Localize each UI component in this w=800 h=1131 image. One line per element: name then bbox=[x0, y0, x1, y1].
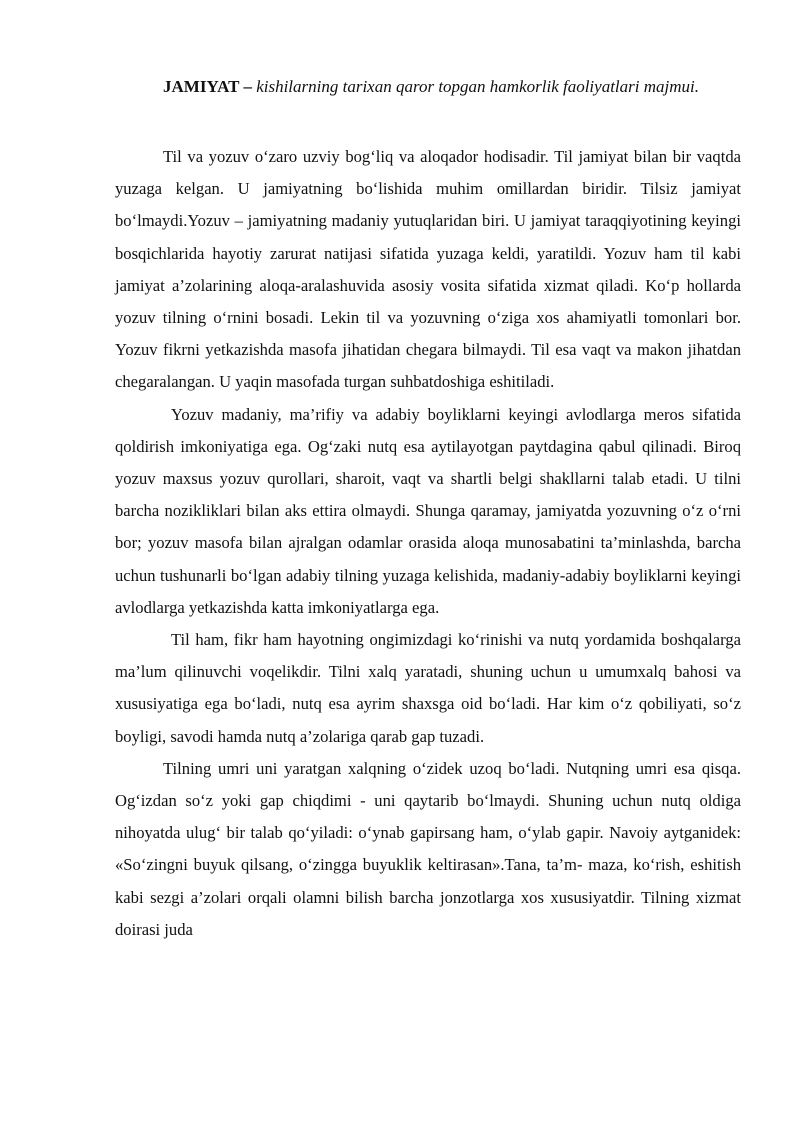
body-text bbox=[115, 141, 741, 946]
paragraph-4: Tilning umri uni yaratgan xalqning o‘zidek uzoq bo‘ladi. Nutqning umri esa qisqa. Og‘izdan so‘z yoki gap chiqdimi - uni qaytarib bo‘lmaydi. Shuning uchun nutq oldiga nihoyatda ulug‘ bir talab qo‘yiladi: o‘ynab gapirsang ham, o‘ylab gapir. Navoiy aytganidek: «So‘zingni buyuk qilsang, o‘zingga buyuklik keltirasan».Tana, ta’m- maza, ko‘rish, eshitish kabi sezgi a’zolari orqali olamni bilish barcha jonzotlarga xos xususiyatdir. Tilning xizmat doirasi juda bbox=[115, 758, 741, 939]
paragraph-2: Yozuv madaniy, ma’rifiy va adabiy boyliklarni keyingi avlodlarga meros sifatida qoldirish imkoniyatiga ega. Og‘zaki nutq esa aytilayotgan paytdagina qabul qilinadi. Biroq yozuv maxsus yozuv qurollari, sharoit, vaqt va shartli belgi shakllarni talab etadi. U tilni barcha nozikliklari bilan aks ettira olmaydi. Shunga qaramay, jamiyatda yozuvning o‘z o‘rni bor; yozuv masofa bilan ajralgan odamlar orasida aloqa munosabatini ta’minlashda, barcha uchun tushunarli bo‘lgan adabiy tilning yuzaga kelishida, madaniy-adabiy boyliklarni keyingi avlodlarga yetkazishda katta imkoniyatlarga ega. bbox=[115, 404, 741, 617]
paragraph-3: Til ham, fikr ham hayotning ongimizdagi ko‘rinishi va nutq yordamida boshqalarga ma’lum qilinuvchi voqelikdir. Tilni xalq yaratadi, shuning uchun u umumxalq bahosi va xususiyatiga ega bo‘ladi, nutq esa ayrim shaxsga oid bo‘ladi. Har kim o‘z qobiliyati, so‘z boyligi, savodi hamda nutq a’zolariga qarab gap tuzadi. bbox=[115, 630, 741, 746]
paragraph-1: Til va yozuv o‘zaro uzviy bog‘liq va aloqador hodisadir. Til jamiyat bilan bir vaqtda yuzaga kelgan. U jamiyatning bo‘lishida muhim omillardan biridir. Tilsiz jamiyat bo‘lmaydi.Yozuv – jamiyatning madaniy yutuqlaridan biri. U jamiyat taraqqiyotining keyingi bosqichlarida hayotiy zarurat natijasi sifatida yuzaga keldi, yaratildi. Yozuv ham til kabi jamiyat a’zolarining aloqa-aralashuvida asosiy vosita sifatida xizmat qiladi. Ko‘p hollarda yozuv tilning o‘rnini bosadi. Lekin til va yozuvning o‘ziga xos ahamiyatli tomonlari bor. Yozuv fikrni yetkazishda masofa jihatidan chegara bilmaydi. Til esa vaqt va makon jihatdan chegaralangan. U yaqin masofada turgan suhbatdoshiga eshitiladi. bbox=[115, 147, 741, 392]
page-heading bbox=[163, 76, 783, 98]
heading-definition: kishilarning tarixan qaror topgan hamkorlik faoliyatlari majmui. bbox=[256, 77, 699, 96]
heading-term: JAMIYAT – bbox=[163, 77, 252, 96]
